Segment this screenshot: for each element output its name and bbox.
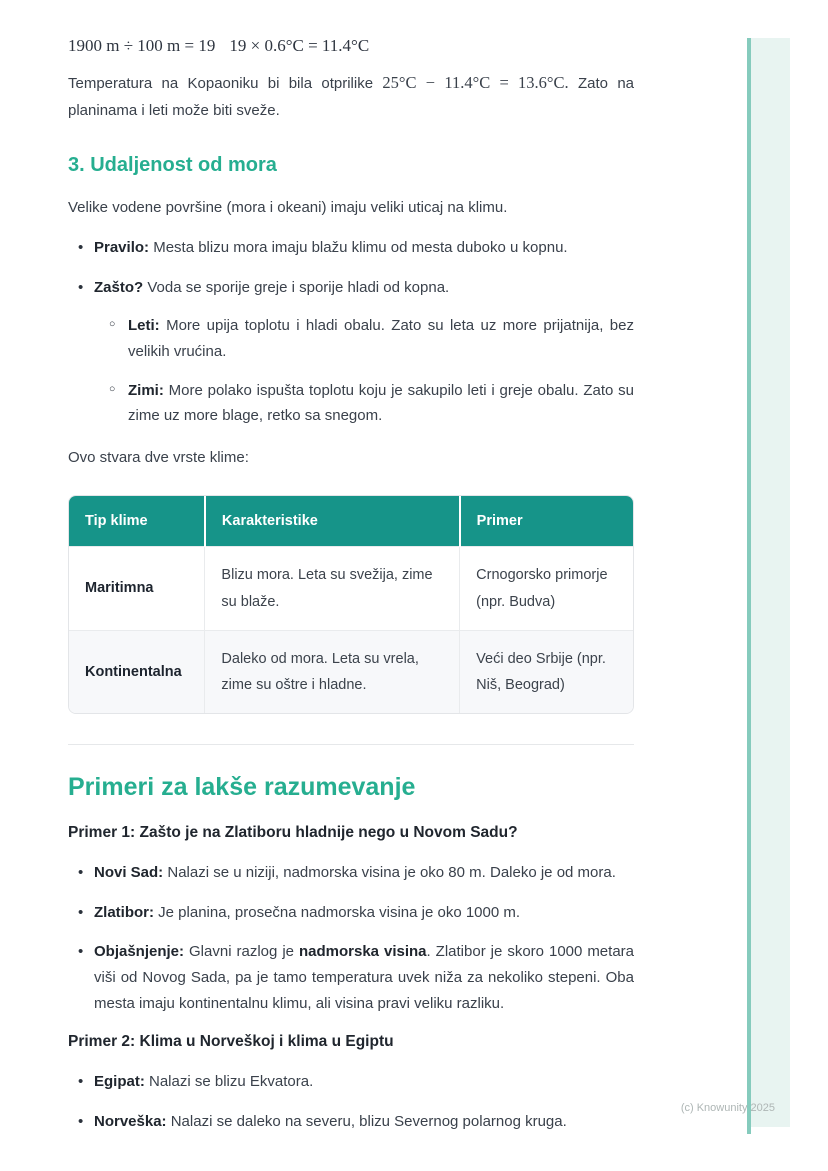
primer2-title: Primer 2: Klima u Norveškoj i klima u Egiptu <box>68 1032 394 1050</box>
bullet-objasnjenje <box>94 939 634 1016</box>
cell-kontinentalna-tip: Kontinentalna <box>69 630 205 713</box>
formula-part-2: 19 × 0.6°C = 11.4°C <box>229 36 370 55</box>
climate-types-table <box>68 495 634 713</box>
cell-maritimna-tip: Maritimna <box>69 547 205 630</box>
sub-bullet-zimi <box>128 378 634 430</box>
page-accent-bar-line <box>747 38 751 1134</box>
table-header-primer: Primer <box>460 496 633 547</box>
section-lead-paragraph: Velike vodene površine (mora i okeani) imaju veliki uticaj na klimu. <box>68 199 508 217</box>
altitude-formula-line <box>68 36 634 56</box>
bullet-egipat-label: Egipat: <box>94 1072 145 1090</box>
page-accent-bar-fill <box>751 38 790 1127</box>
bullet-zlatibor <box>94 900 634 926</box>
table-row-maritimna <box>69 547 633 630</box>
bullet-objasnjenje-text2: . Zlatibor je skoro 1000 metara viši od Novog Sada, pa je tamo temperatura uvek niža za nekoliko stepeni. Oba mesta imaju kontinentalnu klimu, ali visina pravi veliku razliku. <box>94 943 635 1012</box>
sub-bullet-leti-label: Leti: <box>128 316 160 334</box>
table-row-kontinentalna <box>69 630 633 713</box>
bullet-zasto <box>94 275 634 429</box>
formula-part-1: 1900 m ÷ 100 m = 19 <box>68 36 216 55</box>
intro-paragraph <box>68 69 634 124</box>
bullet-zlatibor-label: Zlatibor: <box>94 903 154 921</box>
bullet-objasnjenje-bold: nadmorska visina <box>298 943 427 961</box>
section-divider <box>68 744 634 745</box>
bullet-zlatibor-text: Je planina, prosečna nadmorska visina je oko 1000 m. <box>154 903 521 921</box>
intro-text-before: Temperatura na Kopaoniku bi bila otprilike <box>68 75 374 92</box>
primer1-bullet-list <box>68 860 634 1017</box>
examples-heading: Primeri za lakše razumevanje <box>68 772 416 801</box>
bullet-egipat <box>94 1069 634 1095</box>
intro-formula: 25°C − 11.4°C = 13.6°C. <box>382 73 569 92</box>
table-header-tip-klime: Tip klime <box>69 496 205 547</box>
bullet-novi-sad-text: Nalazi se u niziji, nadmorska visina je oko 80 m. Daleko je od mora. <box>163 863 616 881</box>
cell-kontinentalna-primer: Veći deo Srbije (npr. Niš, Beograd) <box>460 630 633 713</box>
bullet-objasnjenje-text1: Glavni razlog je <box>184 943 299 961</box>
copyright-footer: (c) Knowunity 2025 <box>680 1102 775 1114</box>
sub-bullet-leti <box>128 313 634 365</box>
section-heading-udaljenost: 3. Udaljenost od mora <box>68 154 277 177</box>
intro-text-after: Zato na planinama i leti može biti sveže. <box>68 75 635 119</box>
bullet-pravilo-label: Pravilo: <box>94 239 150 257</box>
table-intro-text: Ovo stvara dve vrste klime: <box>68 449 249 467</box>
cell-maritimna-karakteristike: Blizu mora. Leta su svežija, zime su blaže. <box>205 547 460 630</box>
bullet-pravilo-text: Mesta blizu mora imaju blažu klimu od mesta duboko u kopnu. <box>149 239 568 257</box>
cell-maritimna-primer: Crnogorsko primorje (npr. Budva) <box>460 547 633 630</box>
bullet-zasto-text: Voda se sporije greje i sporije hladi od kopna. <box>143 279 450 297</box>
seasons-sub-list <box>94 313 634 429</box>
table-header-karakteristike: Karakteristike <box>205 496 460 547</box>
table-header-row <box>69 496 633 547</box>
document-content <box>68 36 634 1150</box>
bullet-pravilo <box>94 235 634 261</box>
rules-bullet-list <box>68 235 634 429</box>
bullet-novi-sad-label: Novi Sad: <box>94 863 164 881</box>
bullet-norveska-text: Nalazi se daleko na severu, blizu Severnog polarnog kruga. <box>166 1112 567 1130</box>
bullet-novi-sad <box>94 860 634 886</box>
sub-bullet-leti-text: More upija toplotu i hladi obalu. Zato su leta uz more prijatnija, bez velikih vrućina. <box>128 316 634 360</box>
bullet-egipat-text: Nalazi se blizu Ekvatora. <box>144 1072 314 1090</box>
cell-kontinentalna-karakteristike: Daleko od mora. Leta su vrela, zime su oštre i hladne. <box>205 630 460 713</box>
sub-bullet-zimi-text: More polako ispušta toplotu koju je sakupilo leti i greje obalu. Zato su zime uz more blage, retko sa snegom. <box>128 381 634 425</box>
primer1-title: Primer 1: Zašto je na Zlatiboru hladnije nego u Novom Sadu? <box>68 823 518 841</box>
bullet-objasnjenje-label: Objašnjenje: <box>94 943 185 961</box>
sub-bullet-zimi-label: Zimi: <box>128 381 164 399</box>
bullet-norveska-label: Norveška: <box>94 1112 167 1130</box>
bullet-zasto-label: Zašto? <box>94 279 144 297</box>
